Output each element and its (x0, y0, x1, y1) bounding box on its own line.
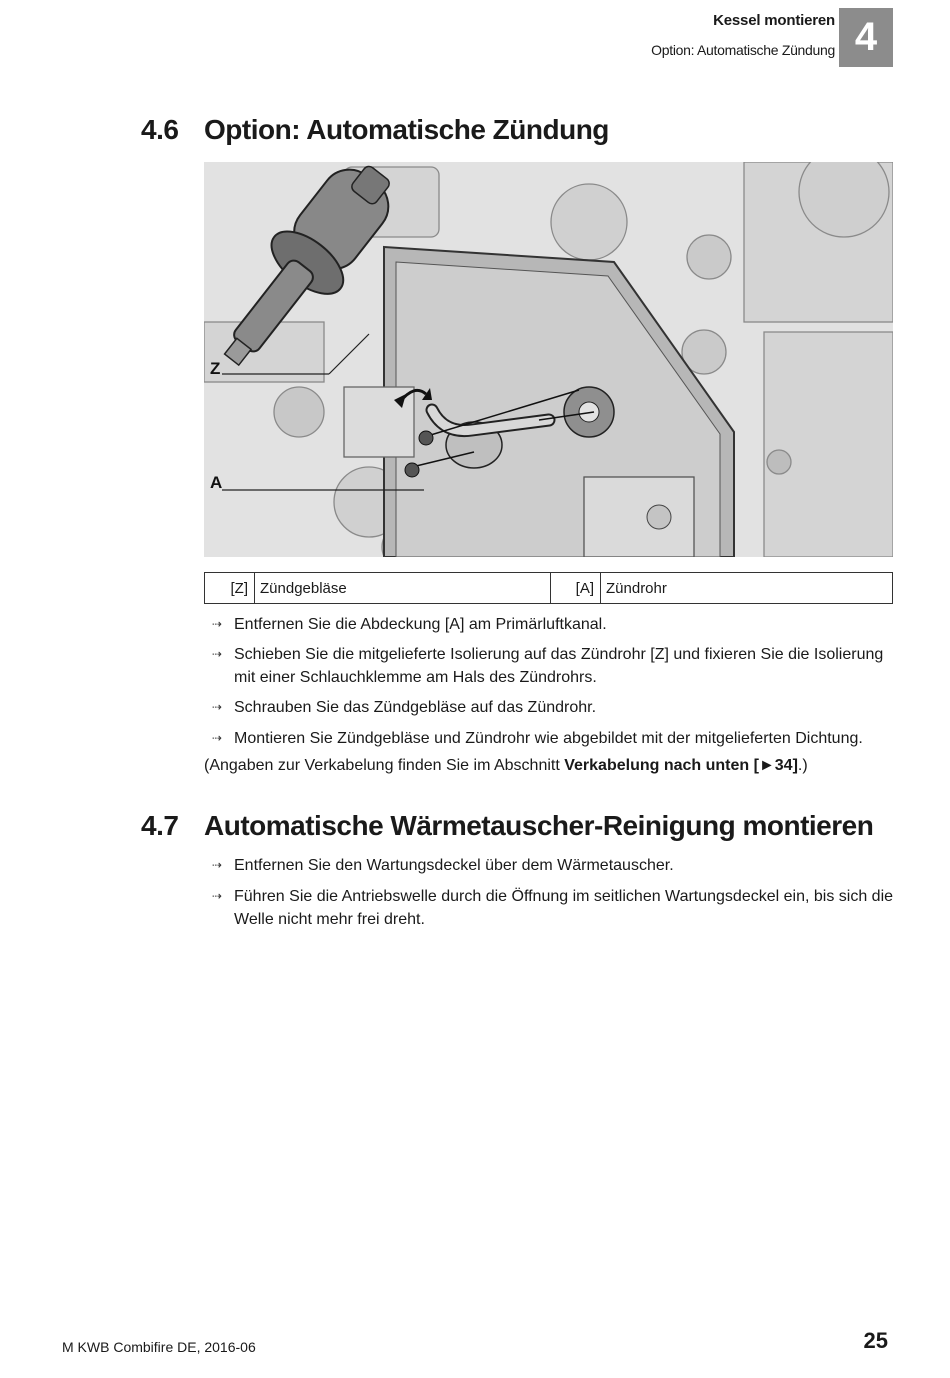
step-text: Führen Sie die Antriebswelle durch die Öffnung im seitlichen Wartungsdeckel ein, bis sich die Welle nicht mehr frei dreht. (234, 888, 894, 928)
section-4-6-heading (141, 114, 609, 146)
callout-a: A (210, 473, 223, 492)
step-arrow-icon: ⇢ (212, 647, 223, 661)
figure-legend-table (204, 572, 893, 604)
step-text: Entfernen Sie die Abdeckung [A] am Primärluftkanal. (234, 616, 607, 633)
step-arrow-icon: ⇢ (212, 889, 223, 903)
header-chapter-title: Kessel montieren (713, 12, 835, 29)
header-section-title: Option: Automatische Zündung (651, 42, 835, 58)
step-text: Montieren Sie Zündgebläse und Zündrohr wie abgebildet mit der mitgelieferten Dichtung. (234, 730, 863, 747)
footer-document-id: M KWB Combifire DE, 2016-06 (62, 1339, 256, 1355)
step-item (212, 854, 902, 877)
section-number: 4.6 (141, 114, 179, 145)
section-title: Automatische Wärmetauscher-Reinigung montieren (204, 810, 874, 841)
section-4-7-heading (141, 810, 873, 842)
legend-key-a: [A] (551, 573, 601, 603)
chapter-number-tab: 4 (839, 8, 893, 67)
section-number: 4.7 (141, 810, 179, 841)
step-item (212, 696, 902, 719)
step-item (212, 613, 902, 636)
legend-value-z: Zündgebläse (255, 573, 551, 603)
wiring-note (204, 757, 808, 775)
step-text: Schrauben Sie das Zündgebläse auf das Zündrohr. (234, 699, 597, 716)
ignition-diagram-svg (204, 162, 893, 557)
step-text: Schieben Sie die mitgelieferte Isolierung auf das Zündrohr [Z] und fixieren Sie die Isolierung mit einer Schlauchklemme am Hals des Zündrohrs. (234, 646, 884, 686)
step-item (212, 643, 902, 689)
ignition-illustration (204, 162, 893, 557)
step-item (212, 727, 902, 750)
wiring-cross-reference-link[interactable]: Verkabelung nach unten [►34] (564, 757, 798, 774)
section-title: Option: Automatische Zündung (204, 114, 609, 145)
step-arrow-icon: ⇢ (212, 858, 223, 872)
step-arrow-icon: ⇢ (212, 731, 223, 745)
legend-key-z: [Z] (205, 573, 255, 603)
page-number: 25 (863, 1328, 888, 1353)
legend-value-a: Zündrohr (606, 579, 667, 597)
step-text: Entfernen Sie den Wartungsdeckel über dem Wärmetauscher. (234, 857, 674, 874)
step-item (212, 885, 902, 931)
callout-z: Z (210, 359, 221, 378)
step-arrow-icon: ⇢ (212, 617, 223, 631)
note-prefix: (Angaben zur Verkabelung finden Sie im Abschnitt (204, 757, 565, 774)
note-suffix: .) (797, 757, 808, 774)
step-arrow-icon: ⇢ (212, 700, 223, 714)
